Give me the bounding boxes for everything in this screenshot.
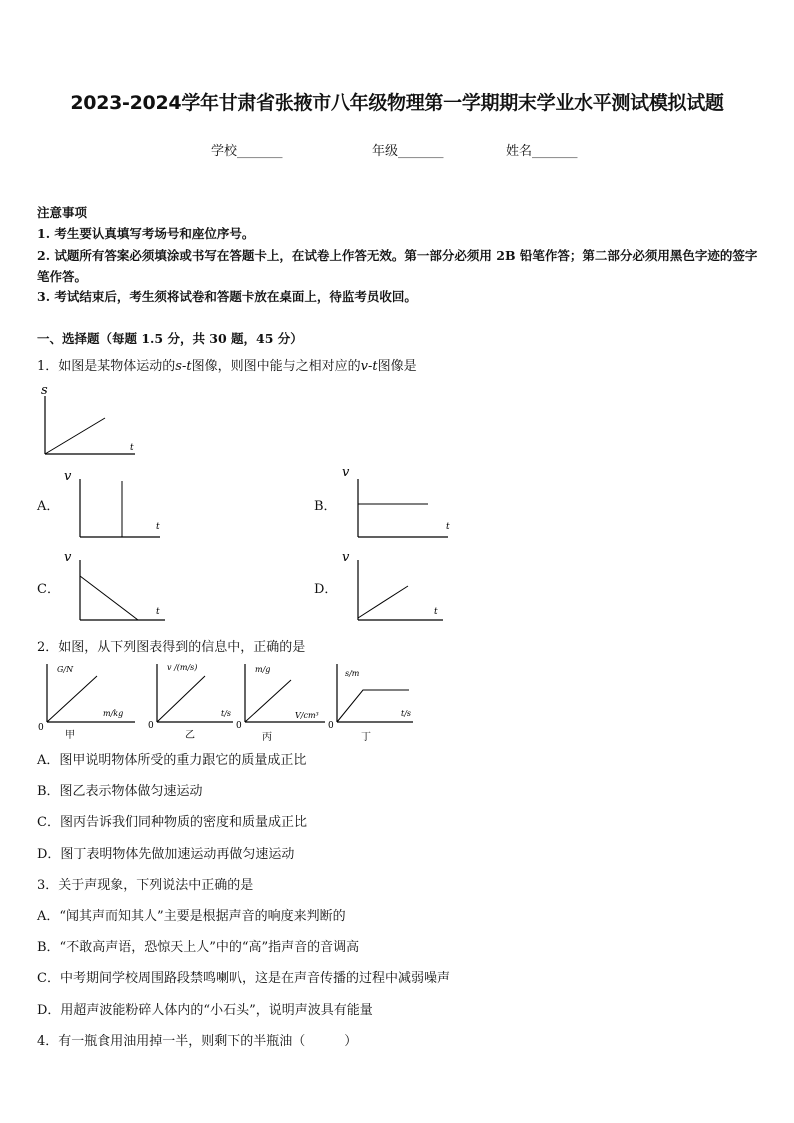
q1-a-y-label: v: [64, 469, 72, 484]
q3-option-a[interactable]: A．“闻其声而知其人”主要是根据声音的响度来判断的: [37, 909, 346, 924]
notice-item-2: 2. 试题所有答案必须填涂或书写在答题卡上，在试卷上作答无效。第一部分必须用 2B 铅笔作答；第二部分必须用黑色字迹的签字笔作答。: [37, 248, 758, 284]
q2-graph-yi: [148, 663, 233, 741]
q1-option-b-graph[interactable]: [338, 463, 458, 543]
svg-text:G/N: G/N: [57, 665, 74, 674]
q3-option-d[interactable]: D．用超声波能粉碎人体内的“小石头”，说明声波具有能量: [37, 1003, 373, 1018]
svg-text:t/s: t/s: [221, 709, 232, 718]
grade-field[interactable]: 年级_______: [372, 144, 444, 159]
svg-text:s/m: s/m: [345, 669, 360, 678]
svg-text:v /(m/s): v /(m/s): [167, 663, 198, 672]
notice-item-1: 1. 考生要认真填写考场号和座位序号。: [37, 226, 255, 241]
q1-option-c-graph[interactable]: [60, 546, 170, 626]
q2-option-b[interactable]: B．图乙表示物体做匀速运动: [37, 784, 203, 799]
svg-text:t/s: t/s: [401, 709, 412, 718]
q2-option-c[interactable]: C．图丙告诉我们同种物质的密度和质量成正比: [37, 815, 307, 830]
q2-graph-bing: [236, 664, 325, 742]
q1-option-c-letter[interactable]: C．: [37, 582, 60, 597]
name-field[interactable]: 姓名_______: [506, 144, 578, 159]
svg-text:丁: 丁: [361, 732, 371, 742]
q1-st-y-label: s: [41, 383, 48, 398]
q1-st-x-label: t: [130, 443, 134, 453]
q1-b-x-label: t: [446, 522, 450, 532]
question-1-stem: 1．如图是某物体运动的s-t图像，则图中能与之相对应的v-t图像是: [37, 359, 417, 374]
q2-option-d[interactable]: D．图丁表明物体先做加速运动再做匀速运动: [37, 847, 295, 862]
svg-text:0: 0: [38, 723, 44, 733]
question-4-stem: 4．有一瓶食用油用掉一半，则剩下的半瓶油（ ）: [37, 1034, 358, 1049]
q1-c-x-label: t: [156, 607, 160, 617]
q2-graphs: [35, 658, 415, 742]
svg-text:0: 0: [148, 721, 154, 731]
q2-graph-ding: [328, 664, 413, 742]
svg-text:0: 0: [236, 721, 242, 731]
q1-c-y-label: v: [64, 550, 72, 565]
q2-graph-jia: [38, 664, 135, 741]
notice-heading: 注意事项: [37, 205, 88, 220]
q1-option-a-letter[interactable]: A．: [37, 499, 60, 514]
q1-option-d-letter[interactable]: D．: [314, 582, 338, 597]
q1-a-x-label: t: [156, 522, 160, 532]
svg-text:V/cm³: V/cm³: [295, 711, 319, 720]
question-2-stem: 2．如图，从下列图表得到的信息中，正确的是: [37, 640, 306, 655]
svg-text:0: 0: [328, 721, 334, 731]
svg-text:m/kg: m/kg: [103, 709, 124, 718]
q1-option-b-letter[interactable]: B．: [314, 499, 337, 514]
q1-option-d-graph[interactable]: [338, 546, 448, 626]
q3-option-c[interactable]: C．中考期间学校周围路段禁鸣喇叭，这是在声音传播的过程中减弱噪声: [37, 971, 450, 986]
q1-b-y-label: v: [342, 465, 350, 480]
svg-text:乙: 乙: [185, 730, 195, 741]
svg-text:甲: 甲: [65, 730, 75, 741]
q1-d-y-label: v: [342, 550, 350, 565]
q1-option-a-graph[interactable]: [60, 463, 170, 543]
q1-d-x-label: t: [434, 607, 438, 617]
question-3-stem: 3．关于声现象，下列说法中正确的是: [37, 878, 254, 893]
section-heading: 一、选择题（每题 1.5 分，共 30 题，45 分）: [37, 331, 303, 346]
school-field[interactable]: 学校_______: [211, 144, 283, 159]
page-title: 2023-2024学年甘肃省张掖市八年级物理第一学期期末学业水平测试模拟试题: [70, 92, 724, 114]
notice-item-3: 3. 考试结束后，考生须将试卷和答题卡放在桌面上，待监考员收回。: [37, 289, 417, 304]
q1-st-graph: [35, 378, 145, 460]
svg-text:m/g: m/g: [255, 665, 271, 674]
svg-text:丙: 丙: [262, 732, 272, 742]
q2-option-a[interactable]: A．图甲说明物体所受的重力跟它的质量成正比: [37, 753, 307, 768]
q3-option-b[interactable]: B．“不敢高声语，恐惊天上人”中的“高”指声音的音调高: [37, 940, 360, 955]
